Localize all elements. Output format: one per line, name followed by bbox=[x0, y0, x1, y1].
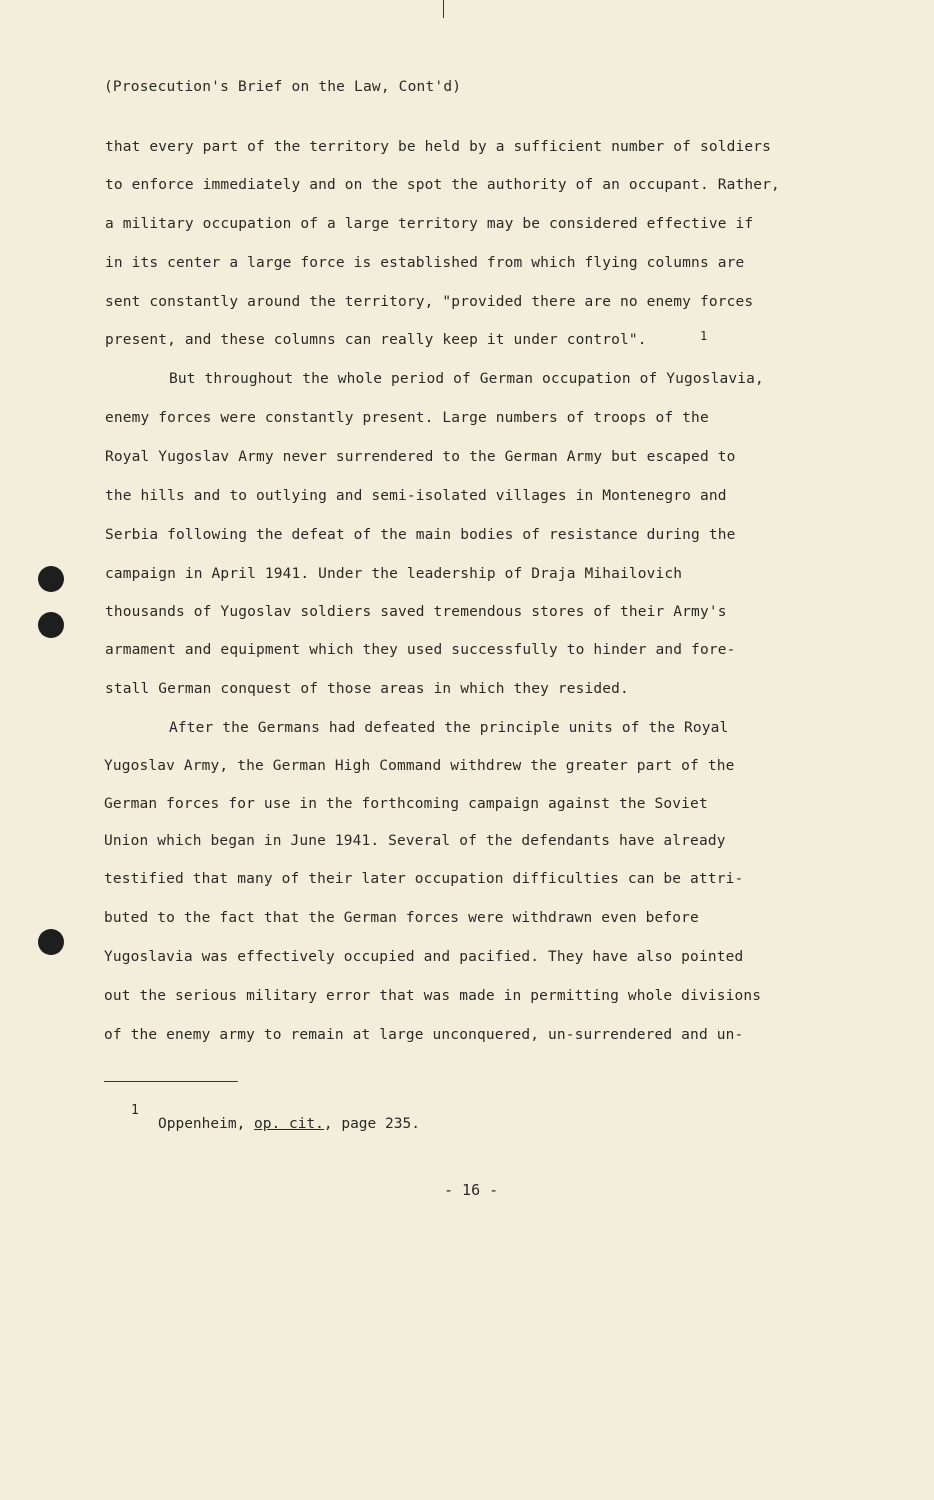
footnote-reference: 1 bbox=[700, 329, 708, 343]
top-mark bbox=[443, 0, 444, 18]
footnote-text bbox=[158, 1116, 420, 1132]
footnote-page: , page 235. bbox=[323, 1116, 420, 1132]
page-header: (Prosecution's Brief on the Law, Cont'd) bbox=[104, 79, 462, 95]
text-line: thousands of Yugoslav soldiers saved tremendous stores of their Army's bbox=[105, 604, 727, 620]
punch-hole bbox=[38, 612, 64, 638]
page-number: - 16 - bbox=[444, 1181, 499, 1199]
text-line: Royal Yugoslav Army never surrendered to the German Army but escaped to bbox=[105, 449, 736, 465]
footnote-citation: op. cit. bbox=[254, 1116, 324, 1132]
footnote-divider bbox=[104, 1081, 238, 1082]
text-line: stall German conquest of those areas in which they resided. bbox=[105, 681, 629, 697]
punch-hole bbox=[38, 566, 64, 592]
footnote-author: Oppenheim, bbox=[158, 1116, 246, 1132]
text-line: of the enemy army to remain at large unconquered, un-surrendered and un- bbox=[104, 1027, 744, 1043]
text-line: present, and these columns can really keep it under control". bbox=[105, 332, 647, 348]
text-line: to enforce immediately and on the spot the authority of an occupant. Rather, bbox=[105, 177, 780, 193]
text-line: Serbia following the defeat of the main bodies of resistance during the bbox=[105, 527, 736, 543]
punch-hole bbox=[38, 929, 64, 955]
text-line: the hills and to outlying and semi-isolated villages in Montenegro and bbox=[105, 488, 727, 504]
text-line: Yugoslav Army, the German High Command withdrew the greater part of the bbox=[104, 758, 735, 774]
footnote-number: 1 bbox=[131, 1103, 139, 1118]
text-line: enemy forces were constantly present. Large numbers of troops of the bbox=[105, 410, 709, 426]
text-line: testified that many of their later occupation difficulties can be attri- bbox=[104, 871, 744, 887]
text-line: After the Germans had defeated the principle units of the Royal bbox=[169, 720, 729, 736]
text-line: armament and equipment which they used successfully to hinder and fore- bbox=[105, 642, 736, 658]
text-line: German forces for use in the forthcoming campaign against the Soviet bbox=[104, 796, 708, 812]
text-line: But throughout the whole period of German occupation of Yugoslavia, bbox=[169, 371, 764, 387]
text-line: a military occupation of a large territory may be considered effective if bbox=[105, 216, 754, 232]
text-line: Union which began in June 1941. Several of the defendants have already bbox=[104, 833, 726, 849]
text-line: that every part of the territory be held by a sufficient number of soldiers bbox=[105, 139, 771, 155]
text-line: buted to the fact that the German forces were withdrawn even before bbox=[104, 910, 699, 926]
text-line: sent constantly around the territory, "provided there are no enemy forces bbox=[105, 294, 754, 310]
text-line: campaign in April 1941. Under the leadership of Draja Mihailovich bbox=[105, 566, 683, 582]
text-line: in its center a large force is established from which flying columns are bbox=[105, 255, 745, 271]
text-line: out the serious military error that was made in permitting whole divisions bbox=[104, 988, 762, 1004]
text-line: Yugoslavia was effectively occupied and pacified. They have also pointed bbox=[104, 949, 744, 965]
